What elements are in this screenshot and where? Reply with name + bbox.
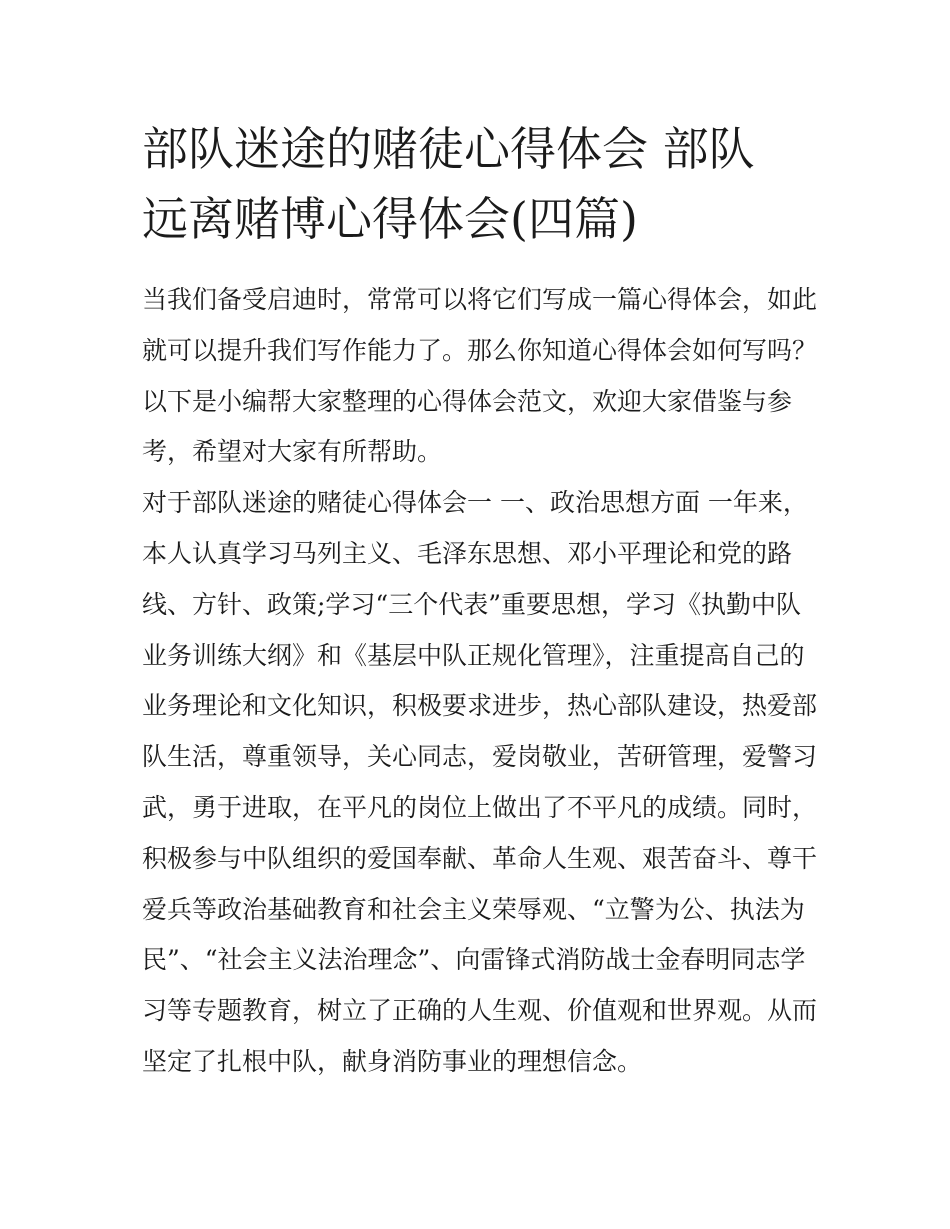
text-line: 当我们备受启迪时，常常可以将它们写成一篇心得体会，如此	[142, 285, 818, 314]
text-line: 队生活，尊重领导，关心同志，爱岗敬业，苦研管理，爱警习	[142, 742, 818, 772]
text-line: 业务训练大纲》和《基层中队正规化管理》，注重提高自己的	[142, 640, 805, 670]
text-line: 业务理论和文化知识，积极要求进步，热心部队建设，热爱部	[142, 691, 818, 721]
body-paragraph	[142, 478, 822, 1088]
text-line: 坚定了扎根中队，献身消防事业的理想信念。	[142, 1046, 643, 1076]
title-line: 远离赌博心得体会(四篇)	[142, 192, 638, 246]
page-title	[142, 114, 822, 254]
intro-paragraph	[142, 275, 822, 478]
title-line: 部队迷途的赌徒心得体会 部队	[142, 122, 755, 176]
text-line: 习等专题教育，树立了正确的人生观、价值观和世界观。从而	[142, 996, 818, 1026]
text-line: 本人认真学习马列主义、毛泽东思想、邓小平理论和党的路	[142, 538, 793, 568]
text-line: 就可以提升我们写作能力了。那么你知道心得体会如何写吗？	[142, 335, 818, 365]
text-line: 民”、“社会主义法治理念”、向雷锋式消防战士金春明同志学	[142, 945, 806, 975]
text-line: 武，勇于进取，在平凡的岗位上做出了不平凡的成绩。同时，	[142, 792, 818, 822]
text-line: 积极参与中队组织的爱国奉献、革命人生观、艰苦奋斗、尊干	[142, 843, 818, 873]
text-line: 爱兵等政治基础教育和社会主义荣辱观、“立警为公、执法为	[142, 894, 805, 924]
text-line: 以下是小编帮大家整理的心得体会范文，欢迎大家借鉴与参	[142, 386, 793, 416]
document-body	[142, 275, 822, 1088]
text-line: 线、方针、政策;学习“三个代表”重要思想，学习《执勤中队	[142, 589, 801, 619]
text-line: 考，希望对大家有所帮助。	[142, 437, 443, 467]
text-line: 对于部队迷途的赌徒心得体会一 一、政治思想方面 一年来，	[142, 488, 808, 518]
